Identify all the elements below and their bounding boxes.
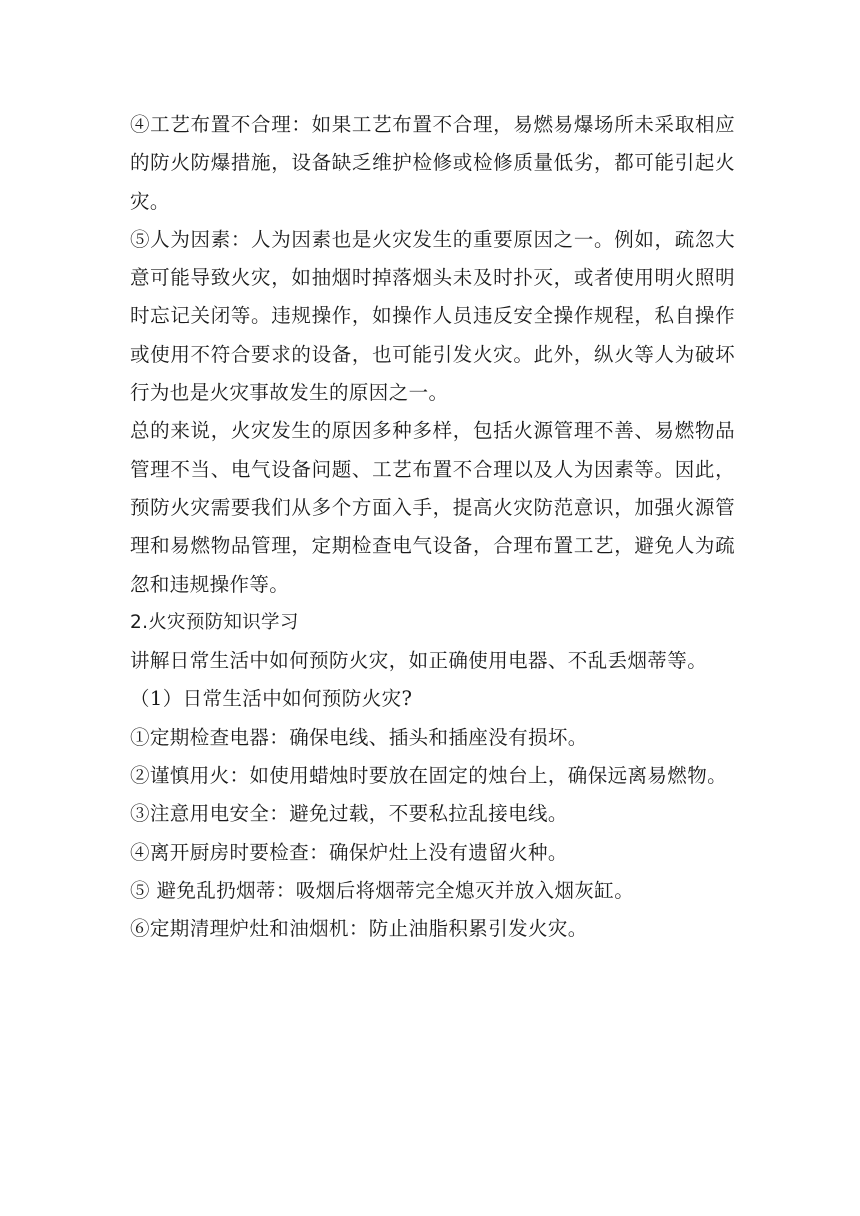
paragraph-process-layout: ④工艺布置不合理：如果工艺布置不合理，易燃易爆场所未采取相应的防火防爆措施，设备缺乏维护检修或检修质量低劣，都可能引起火灾。 [130, 113, 735, 213]
paragraph-human-factors: ⑤人为因素：人为因素也是火灾发生的重要原因之一。例如，疏忽大意可能导致火灾，如抽烟时掉落烟头未及时扑灭，或者使用明火照明时忘记关闭等。违规操作，如操作人员违反安全操作规程，私自操作或使用不符合要求的设备，也可能引发火灾。此外，纵火等人为破坏行为也是火灾事故发生的原因之一。 [130, 227, 735, 405]
document-body [130, 106, 735, 949]
list-item: ①定期检查电器：确保电线、插头和插座没有损坏。 [130, 725, 588, 749]
paragraph-summary: 总的来说，火灾发生的原因多种多样，包括火源管理不善、易燃物品管理不当、电气设备问题、工艺布置不合理以及人为因素等。因此，预防火灾需要我们从多个方面入手，提高火灾防范意识，加强火源管理和易燃物品管理，定期检查电气设备，合理布置工艺，避免人为疏忽和违规操作等。 [130, 419, 735, 596]
tips-list [130, 719, 735, 949]
list-item: ⑤ 避免乱扔烟蒂：吸烟后将烟蒂完全熄灭并放入烟灰缸。 [130, 878, 635, 902]
list-item: ⑥定期清理炉灶和油烟机：防止油脂积累引发火灾。 [130, 917, 588, 941]
section-heading: 2.火灾预防知识学习 [130, 611, 299, 633]
section-intro: 讲解日常生活中如何预防火灾，如正确使用电器、不乱丢烟蒂等。 [130, 649, 708, 673]
list-item: ④离开厨房时要检查：确保炉灶上没有遗留火种。 [130, 840, 568, 864]
question-heading: （1）日常生活中如何预防火灾? [130, 687, 413, 711]
list-item: ②谨慎用火：如使用蜡烛时要放在固定的烛台上，确保远离易燃物。 [130, 764, 728, 788]
list-item: ③注意用电安全：避免过载，不要私拉乱接电线。 [130, 802, 568, 826]
